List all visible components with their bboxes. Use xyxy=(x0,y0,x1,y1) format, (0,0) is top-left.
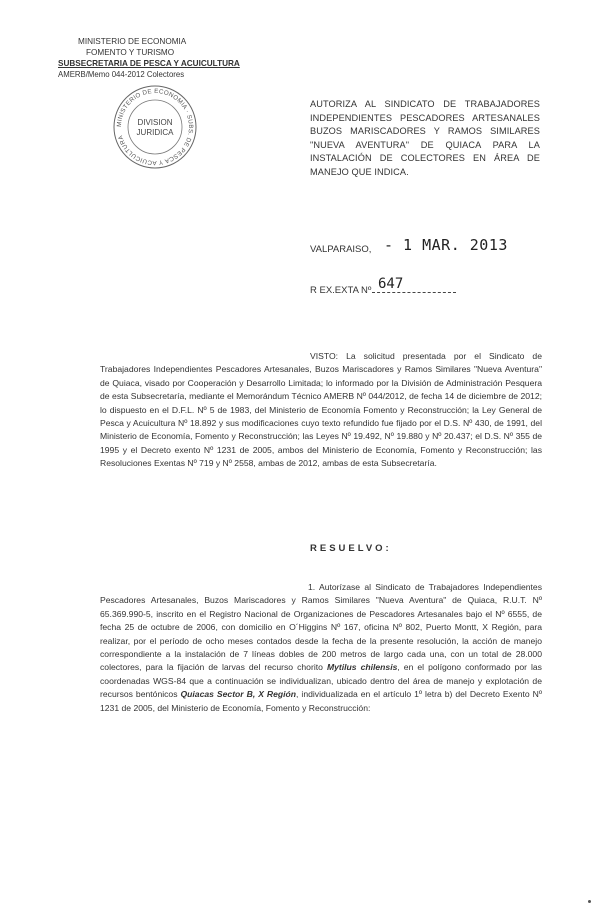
resuelvo-heading: RESUELVO: xyxy=(310,543,392,554)
ministry-subtitle: FOMENTO Y TURISMO xyxy=(86,48,175,57)
date-stamp: - 1 MAR. 2013 xyxy=(384,236,508,254)
scan-speck xyxy=(588,900,591,903)
stamp-center-line1: DIVISION xyxy=(137,118,173,127)
resolution-underline xyxy=(372,292,456,293)
article-1-text-c: , individualizada en el artículo 1º letra b) del Decreto Exento Nº 1231 de 2005, del Ministerio de Economía, Fomento y Reconstrucción: xyxy=(100,689,542,713)
area-name: Quiacas Sector B, X Región xyxy=(180,689,297,700)
species-name: Mytilus chilensis xyxy=(326,662,398,673)
resolution-number: 647 xyxy=(378,276,404,292)
article-1-text-a: 1. Autorízase al Sindicato de Trabajadores Independientes Pescadores Artesanales, Buzos Mariscadores y Ramos Similares "Nueva Aventura" de Quiaca, R.U.T. Nº 65.369.990-5, inscrito en el Registro Nacional de Organizaciones de Pescadores Artesanales bajo el Nº 6555, de fecha 25 de octubre de 2006, con domicilio en O´Higgins Nº 167, oficina Nº 802, Puerto Montt, X Región, para realizar, por el período de ocho meses contados desde la fecha de la presente resolución, la acción de manejo correspondiente a la instalación de 7 líneas dobles de 200 metros de largo cada una, con un total de 28.000 colectores, para la fijación de larvas del recurso chorito xyxy=(100,582,542,673)
undersecretariat-name: SUBSECRETARIA DE PESCA Y ACUICULTURA xyxy=(58,59,240,68)
visto-paragraph: VISTO: La solicitud presentada por el Sindicato de Trabajadores Independientes Pescadores Artesanales, Buzos Mariscadores y Ramos Similares "Nueva Aventura" de Quiaca, visado por Cooperación y Desarrollo Limitada; lo informado por la División de Administración Pesquera de esta Subsecretaría, mediante el Memorándum Técnico AMERB Nº 044/2012, de fecha 14 de diciembre de 2012; lo dispuesto en el D.F.L. Nº 5 de 1983, del Ministerio de Economía Fomento y Reconstrucción; la Ley General de Pesca y Acuicultura Nº 18.892 y sus modificaciones cuyo texto refundido fue fijado por el D.S. Nº 430, de 1991, del Ministerio de Economía, Fomento y Reconstrucción; las Leyes Nº 19.492, Nº 19.880 y Nº 20.437; el D.S. Nº 355 de 1995 y el Decreto exento Nº 1231 de 2005, ambos del Ministerio de Economía, Fomento y Reconstrucción; las Resoluciones Exentas Nº 719 y Nº 2558, ambas de 2012, ambas de esta Subsecretaría. xyxy=(100,351,542,469)
article-1-text-b: , en el polígono conformado por las coordenadas WGS-84 que a continuación se individualizan, ubicado dentro del área de manejo y explotación de recursos bentónicos xyxy=(100,662,542,700)
article-1-paragraph xyxy=(100,581,542,715)
stamp-center-line2: JURIDICA xyxy=(136,128,174,137)
division-juridica-stamp xyxy=(112,84,198,170)
resolution-title: AUTORIZA AL SINDICATO DE TRABAJADORES INDEPENDIENTES PESCADORES ARTESANALES BUZOS MARISCADORES Y RAMOS SIMILARES "NUEVA AVENTURA" DE QUIACA PARA LA INSTALACIÓN DE COLECTORES EN ÁREA DE MANEJO QUE INDICA. xyxy=(310,99,540,177)
ministry-name: MINISTERIO DE ECONOMIA xyxy=(78,37,187,46)
letterhead xyxy=(58,36,240,80)
stamp-outer-text: MINISTERIO DE ECONOMIA · SUBS. DE PESCA Y ACUICULTURA xyxy=(115,87,195,167)
date-label: VALPARAISO, xyxy=(310,244,372,255)
memo-reference: AMERB/Memo 044-2012 Colectores xyxy=(58,70,185,79)
resolution-label: R EX.EXTA Nº xyxy=(310,285,372,296)
